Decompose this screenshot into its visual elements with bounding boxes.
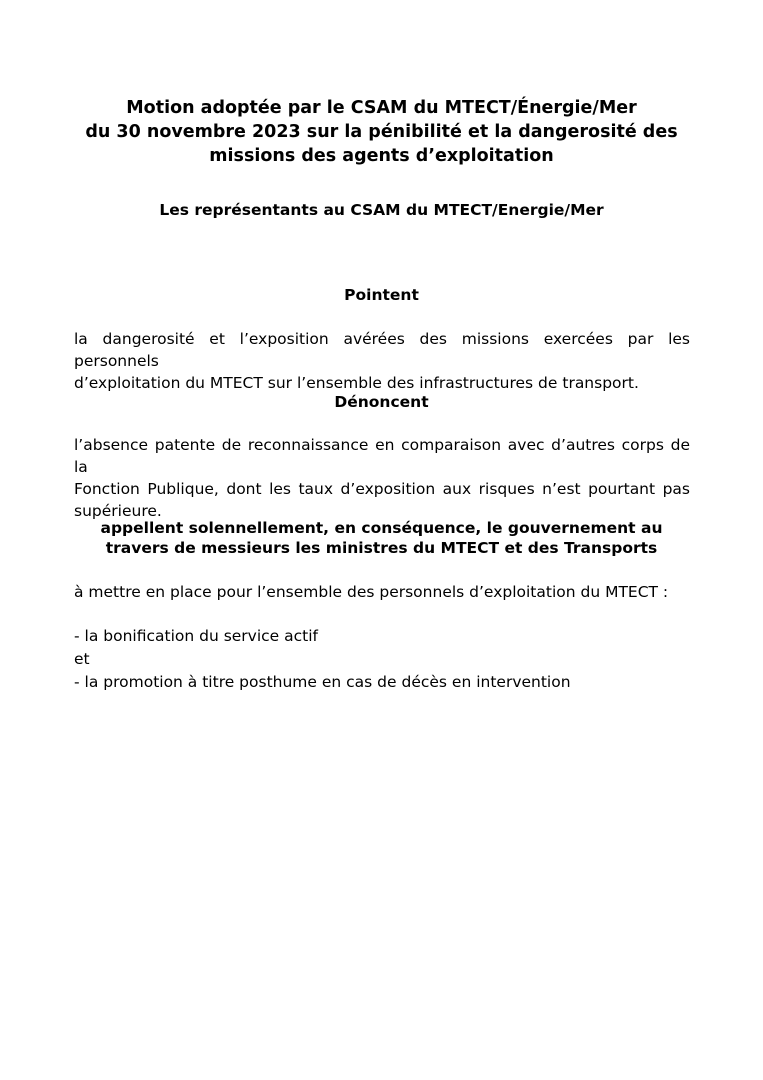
call-intro: à mettre en place pour l’ensemble des personnels d’exploitation du MTECT :: [74, 583, 669, 601]
title-line: Motion adoptée par le CSAM du MTECT/Énergie/Mer: [126, 98, 637, 118]
document-title: [60, 96, 703, 168]
paragraph-line: supérieure.: [74, 502, 162, 520]
title-line: du 30 novembre 2023 sur la pénibilité et la dangerosité des: [85, 122, 678, 142]
call-heading-line: travers de messieurs les ministres du MTECT et des Transports: [105, 539, 658, 557]
document-subtitle: Les représentants au CSAM du MTECT/Energie/Mer: [159, 201, 604, 219]
section-paragraph-denoncent: [74, 434, 690, 522]
paragraph-line: l’absence patente de reconnaissance en comparaison avec d’autres corps de la: [74, 436, 690, 476]
call-heading-line: appellent solennellement, en conséquence, le gouvernement au: [100, 519, 663, 537]
section-heading-pointent: [60, 285, 703, 305]
section-heading-text: Dénoncent: [334, 393, 429, 411]
measure-conjunction: et: [74, 650, 90, 668]
call-heading: [60, 518, 703, 558]
paragraph-line: d’exploitation du MTECT sur l’ensemble des infrastructures de transport.: [74, 374, 639, 392]
measure-item: - la bonification du service actif: [74, 627, 319, 645]
measure-item: - la promotion à titre posthume en cas de décès en intervention: [74, 673, 571, 691]
section-heading-denoncent: [60, 392, 703, 412]
paragraph-line: Fonction Publique, dont les taux d’exposition aux risques n’est pourtant pas: [74, 480, 690, 498]
section-paragraph-pointent: [74, 328, 690, 394]
paragraph-line: la dangerosité et l’exposition avérées des missions exercées par les personnels: [74, 330, 690, 370]
section-heading-text: Pointent: [344, 286, 419, 304]
title-line: missions des agents d’exploitation: [209, 146, 554, 166]
